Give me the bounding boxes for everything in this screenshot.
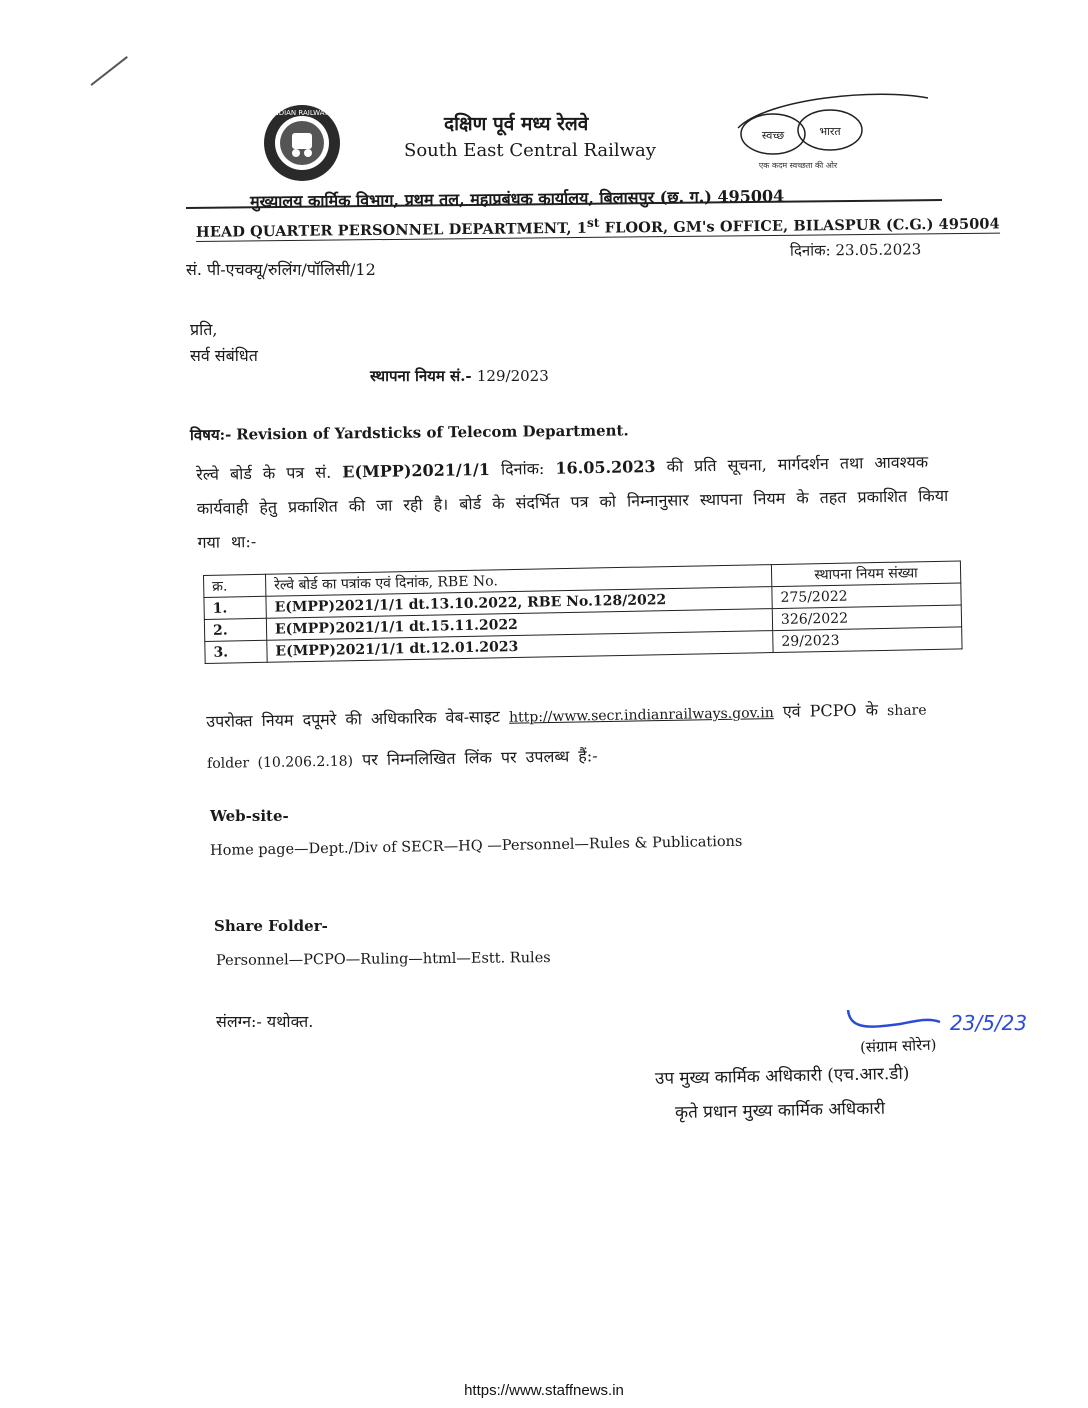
share-folder-heading: Share Folder-: [214, 917, 328, 935]
board-letter-number: E(MPP)2021/1/1: [342, 459, 491, 482]
cell-ref: E(MPP)2021/1/1 dt.15.11.2022: [266, 609, 772, 641]
cell-ref: E(MPP)2021/1/1 dt.12.01.2023: [267, 631, 773, 663]
scan-mark: [90, 56, 127, 86]
reference-number: सं. पी-एचक्यू/रुलिंग/पॉलिसी/12: [186, 260, 376, 279]
share-folder-address: share folder (10.206.2.18): [206, 702, 927, 772]
body-paragraph-2: [206, 689, 977, 784]
header-board-letter: रेल्वे बोर्ड का पत्रांक एवं दिनांक, RBE No.: [265, 565, 771, 597]
address-english-post: FLOOR, GM's OFFICE, BILASPUR (C.G.) 495004: [599, 215, 1000, 237]
para2-text-2: एवं PCPO के: [782, 700, 879, 721]
website-path: Home page—Dept./Div of SECR—HQ —Personnel—Rules & Publications: [209, 833, 743, 859]
subject-line: [190, 420, 629, 445]
signature-date: 23/5/23: [950, 1011, 1028, 1035]
enclosure: संलग्न:- यथोक्त.: [216, 1012, 314, 1031]
para2-text-1: उपरोक्त नियम दपूमरे की अधिकारिक वेब-साइट: [206, 706, 501, 731]
establishment-rule-number: [370, 366, 549, 386]
subject-label: विषय:-: [189, 425, 232, 444]
rule-number: 129/2023: [476, 367, 549, 385]
rules-table: [203, 560, 963, 664]
para2-text-4: पर निम्नलिखित लिंक पर उपलब्ध हैं:-: [361, 746, 598, 770]
para1-text-3: की प्रति सूचना, मार्गदर्शन तथा आवश्यक कार्यवाही हेतु प्रकाशित की जा रही है। बोर्ड के संदर्भित पत्र को निम्नानुसार स्थापना नियम के तहत प्रकाशित किया गया था:-: [196, 452, 949, 552]
secr-website-link[interactable]: http://www.secr.indianrailways.gov.in: [508, 705, 774, 726]
logo-text: INDIAN RAILWAYS: [271, 109, 333, 117]
para1-text-1: रेल्वे बोर्ड के पत्र सं.: [196, 462, 332, 484]
org-name-english: South East Central Railway: [404, 140, 656, 161]
signatory-name: (संग्राम सोरेन): [859, 1035, 937, 1057]
signatory-on-behalf: कृते प्रधान मुख्य कार्मिक अधिकारी: [674, 1098, 886, 1123]
letter-date: दिनांक: 23.05.2023: [789, 240, 922, 260]
para1-text-2: दिनांक:: [500, 458, 545, 479]
indian-railways-logo: [262, 103, 342, 183]
header-sr: क्र.: [204, 574, 266, 597]
header-rule-number: स्थापना नियम संख्या: [771, 561, 960, 587]
rule-label: स्थापना नियम सं.-: [370, 367, 472, 385]
cell-rule: 275/2022: [772, 583, 961, 609]
swachh-left-text: स्वच्छ: [761, 129, 785, 142]
cell-sr: 2.: [204, 618, 266, 641]
addressee: सर्व संबंधित: [190, 346, 258, 365]
cell-sr: 1.: [204, 596, 266, 619]
subject-text: Revision of Yardsticks of Telecom Department.: [236, 421, 629, 444]
address-english-pre: HEAD QUARTER PERSONNEL DEPARTMENT, 1: [195, 219, 588, 241]
address-hindi: मुख्यालय कार्मिक विभाग, प्रथम तल, महाप्रबंधक कार्यालय, बिलासपुर (छ. ग.) 495004: [249, 186, 785, 211]
body-paragraph-1: [196, 445, 968, 560]
footer-url[interactable]: https://www.staffnews.in: [464, 1382, 624, 1399]
cell-sr: 3.: [205, 640, 267, 663]
address-english-sup: st: [586, 215, 600, 230]
addressee-label: प्रति,: [190, 320, 218, 339]
board-letter-date: 16.05.2023: [555, 456, 656, 478]
org-name-hindi: दक्षिण पूर्व मध्य रेलवे: [444, 113, 589, 135]
swachh-tagline: एक कदम स्वच्छता की ओर: [758, 161, 838, 170]
signatory-designation: उप मुख्य कार्मिक अधिकारी (एच.आर.डी): [654, 1063, 910, 1089]
cell-rule: 326/2022: [772, 605, 961, 631]
cell-rule: 29/2023: [773, 627, 962, 653]
swachh-right-text: भारत: [819, 125, 841, 138]
cell-ref: E(MPP)2021/1/1 dt.13.10.2022, RBE No.128/2022: [266, 587, 772, 619]
website-heading: Web-site-: [210, 807, 289, 825]
swachh-bharat-logo: [728, 88, 934, 178]
address-english: [196, 212, 1000, 242]
share-folder-path: Personnel—PCPO—Ruling—html—Estt. Rules: [215, 950, 551, 969]
